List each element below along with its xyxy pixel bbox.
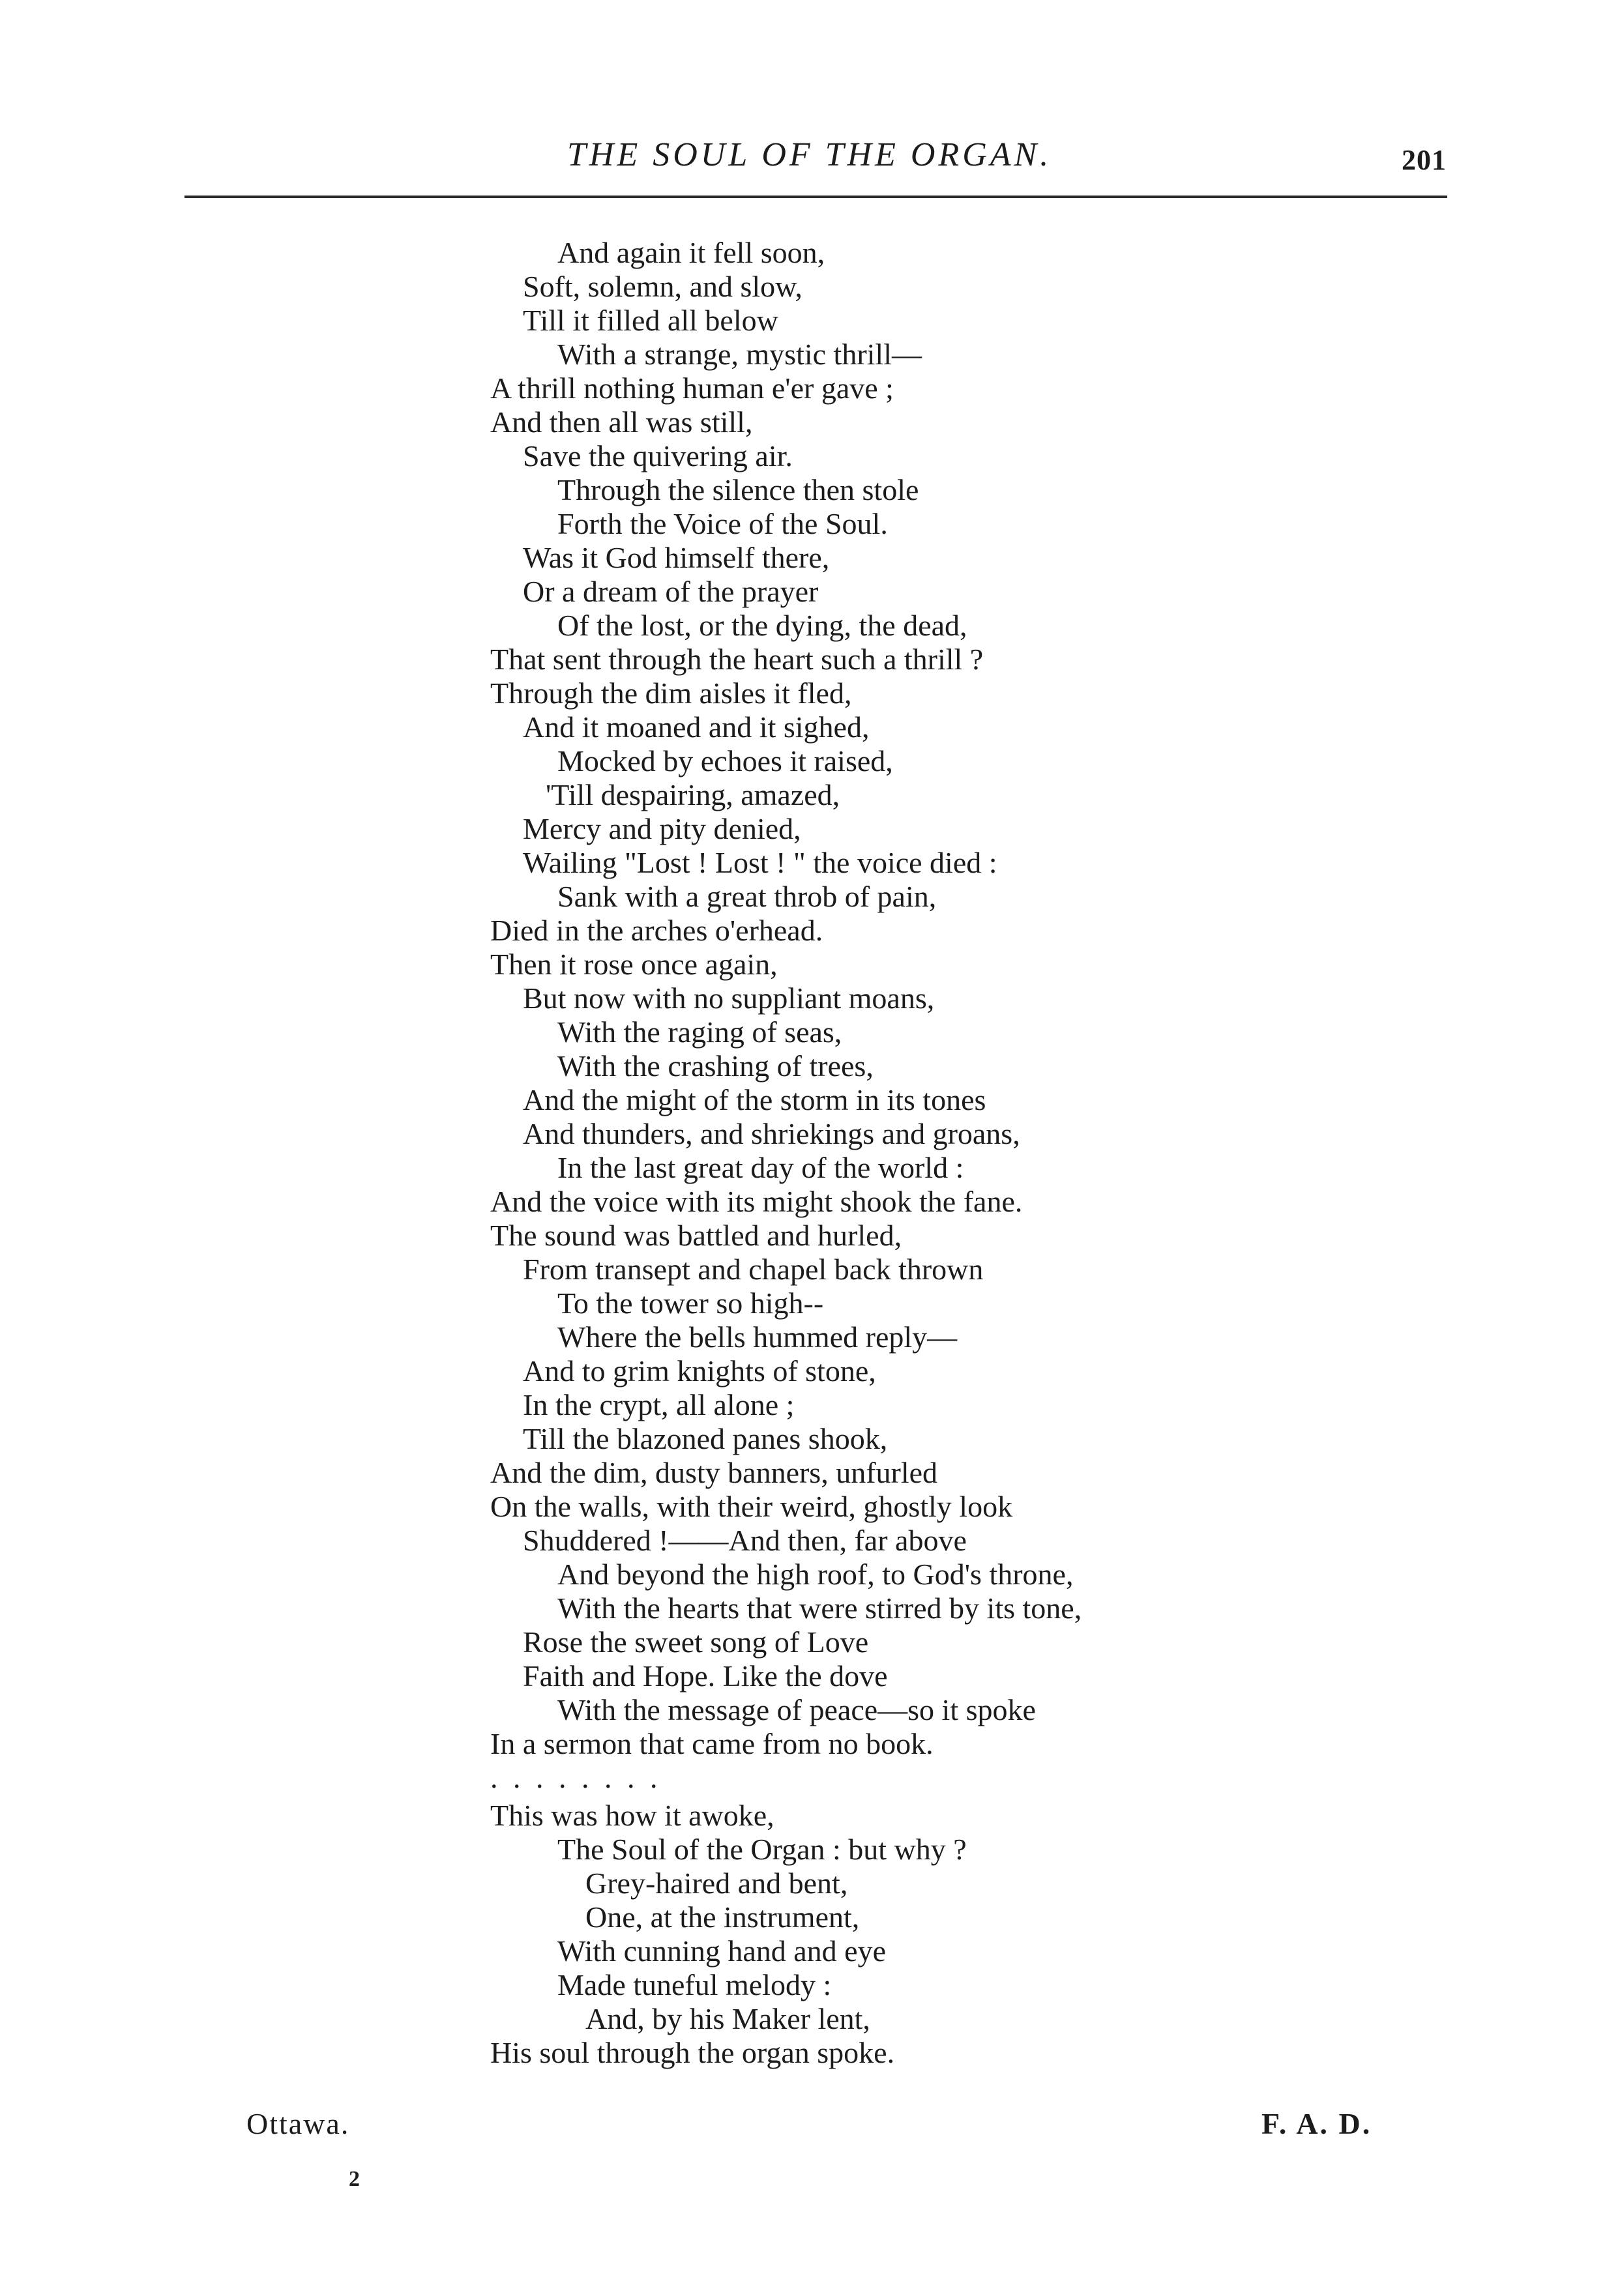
poem-body (0, 236, 1620, 2100)
poem-line: A thrill nothing human e'er gave ; (490, 371, 894, 405)
poem-line: In the last great day of the world : (557, 1151, 964, 1184)
poem-line: Till it filled all below (523, 304, 778, 337)
poem-line: This was how it awoke, (490, 1799, 774, 1832)
poem-line: Forth the Voice of the Soul. (557, 507, 888, 540)
poem-line: Faith and Hope. Like the dove (523, 1659, 888, 1693)
poem-line: Save the quivering air. (523, 439, 793, 472)
poem-line: With the hearts that were stirred by its tone, (557, 1591, 1082, 1625)
poem-line: Died in the arches o'erhead. (490, 914, 823, 947)
poem-line: His soul through the organ spoke. (490, 2036, 895, 2069)
poem-line: Mocked by echoes it raised, (557, 744, 893, 777)
poem-line: And the dim, dusty banners, unfurled (490, 1456, 938, 1489)
poem-line: Through the silence then stole (557, 473, 919, 506)
poem-line: Sank with a great throb of pain, (557, 880, 937, 913)
header-rule (184, 196, 1447, 198)
poem-line: And, by his Maker lent, (585, 2002, 870, 2035)
poem-line: Of the lost, or the dying, the dead, (557, 609, 967, 642)
poem-line: And then all was still, (490, 405, 753, 439)
poem-line: Soft, solemn, and slow, (523, 270, 803, 303)
poem-line: To the tower so high-- (557, 1286, 824, 1320)
page-number: 201 (1402, 144, 1447, 176)
poem-line: The Soul of the Organ : but why ? (557, 1833, 967, 1866)
poem-line: Through the dim aisles it fled, (490, 676, 852, 710)
poem-line: Then it rose once again, (490, 948, 778, 981)
poem-line: On the walls, with their weird, ghostly look (490, 1490, 1013, 1523)
poem-line: And thunders, and shriekings and groans, (523, 1117, 1020, 1150)
section-separator: . . . . . . . . (490, 1761, 662, 1794)
poem-line: Shuddered !——And then, far above (523, 1524, 967, 1557)
poem-line: 'Till despairing, amazed, (546, 778, 840, 811)
poem-line: And the voice with its might shook the fane. (490, 1185, 1023, 1218)
poem-line: Wailing "Lost ! Lost ! " the voice died : (523, 846, 997, 879)
poem-line: And to grim knights of stone, (523, 1354, 876, 1388)
poem-line: With a strange, mystic thrill— (557, 338, 922, 371)
poem-line: And beyond the high roof, to God's throne, (557, 1558, 1074, 1591)
poem-line: With the message of peace—so it spoke (557, 1693, 1036, 1726)
poem-line: That sent through the heart such a thrill ? (490, 643, 984, 676)
poem-line: Till the blazoned panes shook, (523, 1422, 888, 1455)
poem-line: With the raging of seas, (557, 1015, 842, 1049)
poem-line: But now with no suppliant moans, (523, 981, 935, 1015)
poem-line: Mercy and pity denied, (523, 812, 801, 845)
poem-line: Grey-haired and bent, (585, 1867, 848, 1900)
poem-line: And again it fell soon, (557, 236, 825, 269)
poem-line: With cunning hand and eye (557, 1934, 887, 1968)
poem-line: Or a dream of the prayer (523, 575, 819, 608)
poem-line: One, at the instrument, (585, 1900, 860, 1934)
poem-line: In the crypt, all alone ; (523, 1388, 795, 1421)
poem-line: And it moaned and it sighed, (523, 710, 870, 744)
poem-line: The sound was battled and hurled, (490, 1219, 902, 1252)
page-header (0, 129, 1620, 181)
poem-line: And the might of the storm in its tones (523, 1083, 986, 1116)
poem-line: Made tuneful melody : (557, 1968, 832, 2001)
place-of-writing: Ottawa. (246, 2107, 350, 2140)
author-initials: F. A. D. (1261, 2107, 1372, 2140)
poem-line: Where the bells hummed reply— (557, 1320, 958, 1354)
poem-line: With the crashing of trees, (557, 1049, 874, 1083)
poem-line: Rose the sweet song of Love (523, 1625, 869, 1659)
poem-line: In a sermon that came from no book. (490, 1727, 934, 1760)
poem-line: Was it God himself there, (523, 541, 830, 574)
signature-mark: 2 (349, 2167, 360, 2191)
running-title: THE SOUL OF THE ORGAN. (567, 136, 1052, 173)
poem-line: From transept and chapel back thrown (523, 1253, 984, 1286)
